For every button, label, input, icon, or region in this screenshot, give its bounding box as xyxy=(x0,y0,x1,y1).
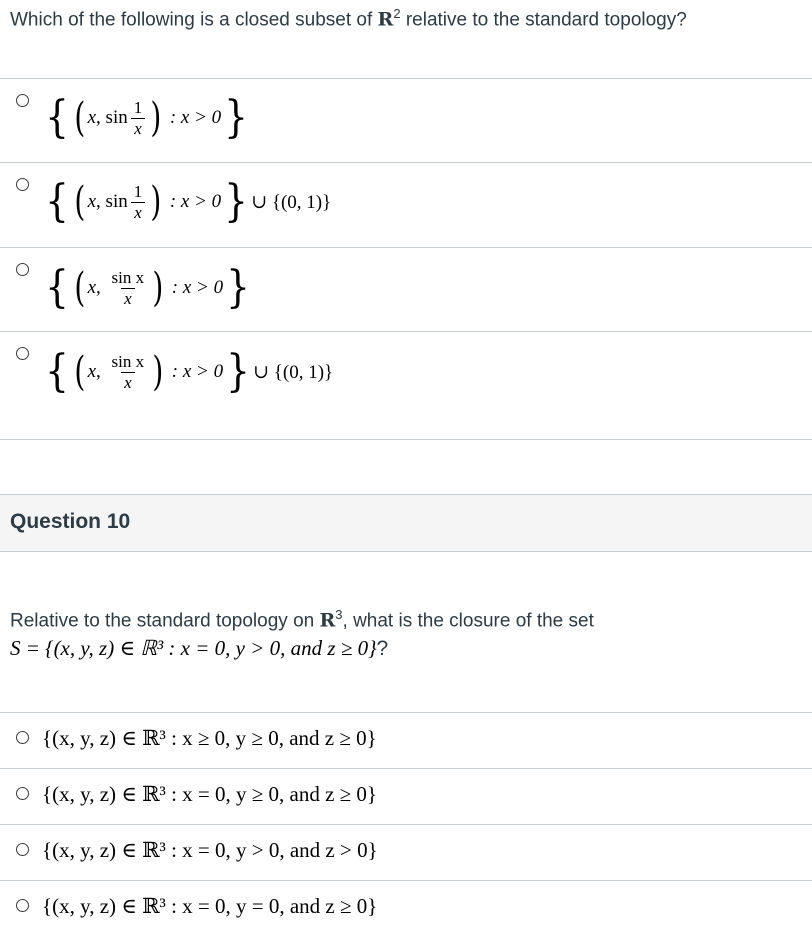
divider xyxy=(0,162,812,163)
close-brace: } xyxy=(226,262,250,313)
option-var: x xyxy=(87,107,97,128)
divider xyxy=(0,880,812,881)
dimension-exponent: 2 xyxy=(393,6,401,21)
open-paren: ( xyxy=(74,95,86,141)
option-2-math[interactable]: {(x, y, z) ∈ ℝ³ : x = 0, y ≥ 0, and z ≥ 0} xyxy=(42,782,378,806)
open-paren: ( xyxy=(74,349,86,395)
open-brace: { xyxy=(45,262,69,313)
option-var: x xyxy=(87,277,97,298)
option-condition: : x > 0 xyxy=(171,277,224,298)
question-10-header xyxy=(0,494,812,552)
option-3-math[interactable]: {(x, y, z) ∈ ℝ³ : x = 0, y > 0, and z > 0} xyxy=(42,838,378,862)
radio-option-2[interactable] xyxy=(16,787,29,800)
option-condition: : x > 0 xyxy=(169,107,222,128)
close-brace: } xyxy=(226,346,250,397)
option-condition: : x > 0 xyxy=(169,191,222,212)
option-var: x xyxy=(87,191,97,212)
fraction: $\frac{\text{sin x}}{x}$ xyxy=(111,351,145,392)
fraction: $\frac{\text{sin x}}{x}$ xyxy=(111,267,145,308)
option-condition: : x > 0 xyxy=(171,361,224,382)
radio-option-3[interactable] xyxy=(16,263,29,276)
dimension-exponent: 3 xyxy=(335,607,343,622)
divider xyxy=(0,247,812,248)
radio-option-3[interactable] xyxy=(16,843,29,856)
option-4-math[interactable]: { ( x , $\frac{\text{sin x}}{x}$ ) : x > 0 } ∪ {(0, 1)} xyxy=(45,346,334,397)
close-paren: ) xyxy=(152,265,164,311)
option-func: sin xyxy=(105,107,128,128)
close-brace: } xyxy=(224,92,249,143)
radio-option-4[interactable] xyxy=(16,899,29,912)
option-2-math[interactable]: { ( x , sin $\frac{1}{x}$ ) : x > 0 } ∪ {(0, 1)} xyxy=(45,176,332,227)
open-brace: { xyxy=(45,176,69,227)
open-brace: { xyxy=(45,346,69,397)
close-paren: ) xyxy=(152,349,164,395)
radio-option-1[interactable] xyxy=(16,94,29,107)
option-union: ∪ {(0, 1)} xyxy=(253,361,334,383)
option-1-math[interactable]: {(x, y, z) ∈ ℝ³ : x ≥ 0, y ≥ 0, and z ≥ 0} xyxy=(42,726,377,750)
open-brace: { xyxy=(45,92,69,143)
close-paren: ) xyxy=(150,179,162,225)
prompt-text-end: relative to the standard topology? xyxy=(400,9,687,31)
option-3-math[interactable]: { ( x , $\frac{\text{sin x}}{x}$ ) : x > 0 } xyxy=(45,262,250,313)
option-1-math[interactable]: { ( x , sin $\frac{1}{x}$ ) : x > 0 } xyxy=(45,92,249,143)
divider xyxy=(0,768,812,769)
question-title: Question 10 xyxy=(10,510,131,533)
divider xyxy=(0,78,812,79)
option-union: ∪ {(0, 1)} xyxy=(251,191,332,213)
divider xyxy=(0,712,812,713)
prompt-text-end: , what is the closure of the set xyxy=(342,610,594,632)
prompt-text-start: Relative to the standard topology on xyxy=(10,610,320,632)
radio-option-1[interactable] xyxy=(16,731,29,744)
question-end-divider xyxy=(0,439,812,440)
question-10-prompt xyxy=(10,607,594,632)
fraction: $\frac{1}{x}$ xyxy=(131,98,146,138)
open-paren: ( xyxy=(74,179,86,225)
fraction: $\frac{1}{x}$ xyxy=(131,182,146,222)
radio-option-2[interactable] xyxy=(16,178,29,191)
set-definition-math: S = {(x, y, z) ∈ ℝ³ : x = 0, y > 0, and z ≥ 0} xyxy=(10,636,377,660)
question-9-prompt xyxy=(10,6,687,31)
divider xyxy=(0,331,812,332)
option-4-math[interactable]: {(x, y, z) ∈ ℝ³ : x = 0, y = 0, and z ≥ 0} xyxy=(42,894,378,918)
divider xyxy=(0,824,812,825)
radio-option-4[interactable] xyxy=(16,347,29,360)
close-paren: ) xyxy=(150,95,162,141)
open-paren: ( xyxy=(74,265,86,311)
option-var: x xyxy=(87,361,97,382)
close-brace: } xyxy=(224,176,249,227)
option-func: sin xyxy=(105,191,128,212)
prompt-text-start: Which of the following is a closed subset of xyxy=(10,9,378,31)
question-mark: ? xyxy=(376,637,389,660)
real-space-symbol: R xyxy=(377,8,394,31)
real-space-symbol: R xyxy=(319,609,336,632)
set-definition xyxy=(10,636,388,661)
